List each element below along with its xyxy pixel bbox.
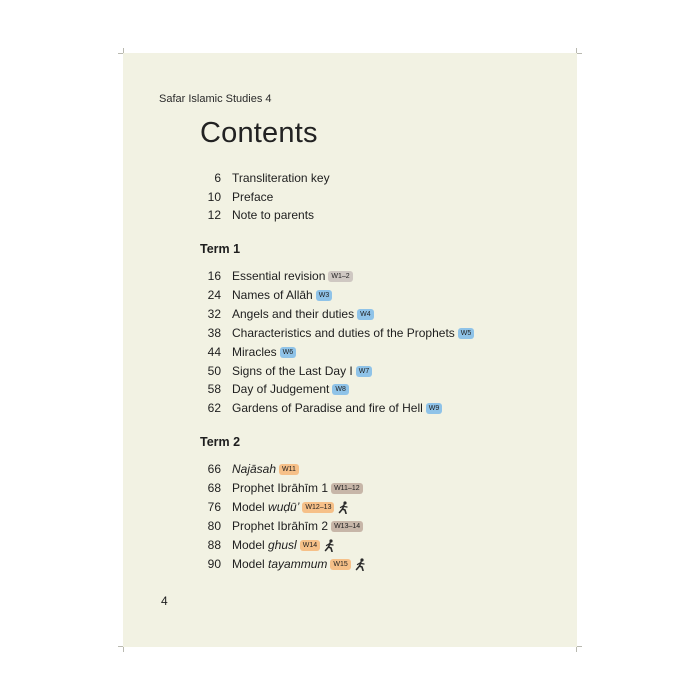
week-badge: W5 bbox=[458, 328, 475, 339]
toc-entry[interactable] bbox=[202, 170, 330, 186]
toc-page-number: 62 bbox=[207, 401, 221, 415]
toc-page-number: 90 bbox=[207, 557, 221, 571]
week-badge: W14 bbox=[300, 540, 320, 551]
toc-label: Angels and their duties bbox=[232, 307, 355, 321]
toc-page-number: 80 bbox=[207, 519, 221, 533]
week-badge: W15 bbox=[330, 559, 350, 570]
week-badge: W1–2 bbox=[328, 271, 352, 282]
toc-entry[interactable] bbox=[202, 189, 273, 205]
toc-label: Model bbox=[232, 500, 269, 514]
toc-label: Prophet Ibrāhīm 1 bbox=[232, 481, 329, 495]
activity-figure-icon bbox=[338, 501, 349, 514]
section-heading-term-2: Term 2 bbox=[200, 435, 241, 449]
toc-page-number: 68 bbox=[207, 481, 221, 495]
toc-entry[interactable] bbox=[202, 556, 366, 572]
crop-mark bbox=[577, 646, 582, 647]
crop-mark bbox=[123, 48, 124, 53]
toc-label: Najāsah bbox=[232, 462, 277, 476]
toc-entry[interactable] bbox=[202, 207, 314, 223]
toc-entry[interactable] bbox=[202, 518, 363, 534]
toc-entry[interactable] bbox=[202, 268, 353, 284]
week-badge: W12–13 bbox=[302, 502, 334, 513]
activity-figure-icon bbox=[324, 539, 335, 552]
toc-entry[interactable] bbox=[202, 499, 349, 515]
toc-page-number: 66 bbox=[207, 462, 221, 476]
week-badge: W9 bbox=[426, 403, 443, 414]
toc-label-italic: ghusl bbox=[268, 538, 297, 552]
week-badge: W8 bbox=[332, 384, 349, 395]
toc-entry[interactable] bbox=[202, 480, 363, 496]
toc-page-number: 44 bbox=[207, 345, 221, 359]
week-badge: W11–12 bbox=[331, 483, 363, 494]
toc-page-number: 10 bbox=[207, 190, 221, 204]
crop-mark bbox=[576, 647, 577, 652]
toc-label: Signs of the Last Day I bbox=[232, 364, 353, 378]
toc-page-number: 24 bbox=[207, 288, 221, 302]
toc-page-number: 16 bbox=[207, 269, 221, 283]
book-page bbox=[123, 53, 577, 647]
toc-entry[interactable] bbox=[202, 400, 442, 416]
toc-label: Transliteration key bbox=[232, 171, 330, 185]
toc-label: Note to parents bbox=[232, 208, 315, 222]
toc-label: Names of Allāh bbox=[232, 288, 313, 302]
toc-label: Preface bbox=[232, 190, 274, 204]
toc-label: Prophet Ibrāhīm 2 bbox=[232, 519, 329, 533]
week-badge: W3 bbox=[316, 290, 333, 301]
toc-entry[interactable] bbox=[202, 461, 299, 477]
toc-entry[interactable] bbox=[202, 344, 296, 360]
toc-entry[interactable] bbox=[202, 306, 374, 322]
toc-page-number: 76 bbox=[207, 500, 221, 514]
toc-page-number: 38 bbox=[207, 326, 221, 340]
section-heading-term-1: Term 1 bbox=[200, 242, 241, 256]
crop-mark bbox=[577, 53, 582, 54]
crop-mark bbox=[118, 53, 123, 54]
toc-entry[interactable] bbox=[202, 287, 332, 303]
toc-label-italic: wuḍū’ bbox=[268, 500, 300, 514]
toc-page-number: 58 bbox=[207, 382, 221, 396]
activity-figure-icon bbox=[355, 558, 366, 571]
toc-label: Model bbox=[232, 538, 269, 552]
toc-entry[interactable] bbox=[202, 363, 372, 379]
week-badge: W6 bbox=[280, 347, 297, 358]
running-header: Safar Islamic Studies 4 bbox=[159, 93, 272, 105]
toc-page-number: 32 bbox=[207, 307, 221, 321]
toc-label: Gardens of Paradise and fire of Hell bbox=[232, 401, 423, 415]
toc-label: Model bbox=[232, 557, 269, 571]
week-badge: W4 bbox=[357, 309, 374, 320]
toc-label: Day of Judgement bbox=[232, 382, 330, 396]
week-badge: W13–14 bbox=[331, 521, 363, 532]
week-badge: W7 bbox=[356, 366, 373, 377]
toc-page-number: 88 bbox=[207, 538, 221, 552]
toc-entry[interactable] bbox=[202, 381, 349, 397]
page-title: Contents bbox=[200, 117, 318, 149]
crop-mark bbox=[123, 647, 124, 652]
toc-page-number: 12 bbox=[207, 208, 221, 222]
page-number: 4 bbox=[161, 594, 168, 608]
crop-mark bbox=[576, 48, 577, 53]
toc-page-number: 6 bbox=[214, 171, 221, 185]
toc-entry[interactable] bbox=[202, 537, 335, 553]
toc-label-italic: tayammum bbox=[268, 557, 328, 571]
toc-label: Essential revision bbox=[232, 269, 326, 283]
toc-label: Characteristics and duties of the Prophets bbox=[232, 326, 455, 340]
toc-entry[interactable] bbox=[202, 325, 474, 341]
toc-label: Miracles bbox=[232, 345, 277, 359]
toc-page-number: 50 bbox=[207, 364, 221, 378]
week-badge: W11 bbox=[279, 464, 299, 475]
